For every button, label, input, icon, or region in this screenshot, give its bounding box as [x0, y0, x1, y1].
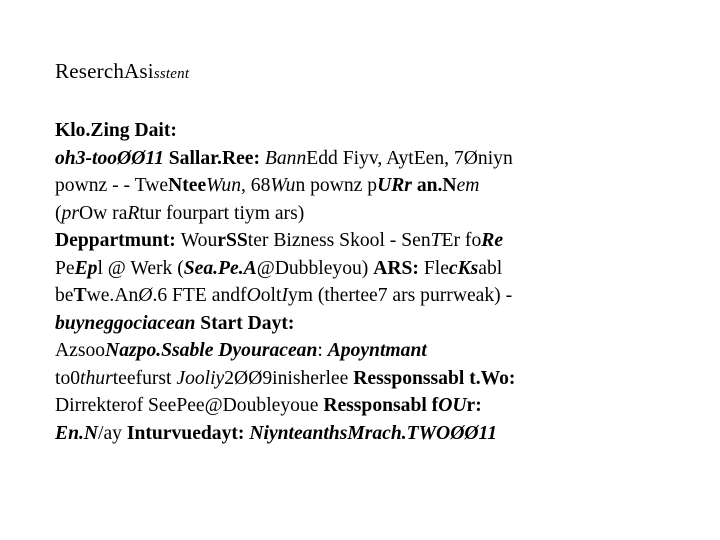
text-run: Azsoo — [55, 340, 106, 361]
text-run: rSS — [217, 230, 248, 251]
text-run: ter Bizness Skool - Sen — [247, 230, 431, 251]
text-run: Een, 7Øniyn — [413, 147, 513, 169]
text-line — [55, 117, 680, 145]
text-run: abl — [478, 257, 503, 279]
text-run: l @ Werk ( — [97, 257, 184, 279]
text-run: Pe — [55, 257, 75, 279]
title-part-2: Asi — [124, 59, 154, 83]
title-part-1: Reserch — [55, 59, 125, 83]
text-run: olt — [260, 285, 282, 306]
text-run: Er fo — [441, 230, 482, 251]
text-run: Bann — [264, 147, 307, 169]
text-run: Ø — [138, 285, 153, 306]
text-run: Apoyntmant — [327, 340, 427, 361]
text-line — [55, 282, 680, 310]
text-run: Fle — [418, 257, 449, 279]
text-run: pownz - - Twe — [55, 175, 169, 196]
text-run: Ressponsabl f — [323, 395, 439, 416]
text-run: ( — [55, 202, 62, 224]
text-run: Re — [481, 230, 504, 251]
text-run: we.An — [86, 285, 139, 306]
text-run: Wun — [206, 175, 241, 196]
text-line — [55, 392, 680, 420]
text-run: 2ØØ9inisherlee — [224, 367, 354, 389]
text-run: Sallar.Ree: — [163, 147, 265, 169]
text-run: , 68 — [241, 175, 271, 196]
text-run: T — [73, 285, 87, 306]
text-line — [55, 200, 680, 228]
text-run: Wu — [270, 175, 296, 196]
text-run: @Dubbleyou) — [256, 257, 374, 279]
text-line — [55, 337, 680, 365]
text-run: URr — [377, 175, 412, 196]
text-run: Sea.Pe.A — [183, 257, 257, 279]
text-run: Start Dayt: — [195, 312, 295, 334]
text-line — [55, 172, 680, 200]
text-run: thur — [80, 367, 113, 389]
title-part-3: sstent — [153, 66, 190, 82]
text-line — [55, 365, 680, 393]
text-run: OU — [438, 395, 467, 416]
text-run: n pownz p — [295, 175, 378, 196]
text-run: O — [246, 285, 261, 306]
text-run: Deppartmunt: — [55, 230, 181, 251]
text-run: be — [55, 285, 74, 306]
text-run: buyneggociacean — [55, 312, 196, 334]
text-run: Inturvuedayt: — [126, 422, 250, 444]
text-line — [55, 145, 680, 173]
text-run: I — [281, 285, 288, 306]
text-run: pr — [61, 202, 79, 224]
text-run: En.N — [55, 422, 99, 444]
text-run: Dirrekterof SeePee@Doubleyoue — [55, 395, 324, 416]
text-run: T — [430, 230, 442, 251]
text-run: oh3-tooØØ11 — [55, 147, 164, 169]
text-run: ARS: — [373, 257, 419, 279]
text-run: r: — [466, 395, 482, 416]
text-run: R — [127, 202, 140, 224]
text-run: to0 — [55, 367, 81, 389]
text-run: an.N — [411, 175, 457, 196]
text-run: Wou — [180, 230, 218, 251]
text-line — [55, 310, 680, 338]
text-run: Ntee — [168, 175, 207, 196]
text-run: Nazpo.Ssable Dyouracean — [105, 340, 318, 361]
text-run: Jooliy — [176, 367, 225, 389]
text-line — [55, 255, 680, 283]
text-run: Klo.Zing Dait: — [55, 120, 177, 141]
text-run: ym (thertee7 ars purrweak) - — [287, 285, 513, 306]
text-run: teefurst — [112, 367, 177, 389]
text-run: Edd Fiyv, Ayt — [306, 147, 414, 169]
text-run: .6 FTE andf — [152, 285, 247, 306]
text-run: : — [317, 340, 328, 361]
text-line — [55, 227, 680, 255]
job-posting-body — [55, 117, 680, 447]
text-run: Ressponssabl t.Wo: — [353, 367, 516, 389]
text-run: cKs — [448, 257, 479, 279]
text-run: /ay — [98, 422, 127, 444]
text-run: Ep — [74, 257, 98, 279]
text-run: em — [456, 175, 480, 196]
text-run: tur fourpart tiym ars) — [139, 202, 305, 224]
text-run: Ow ra — [78, 202, 128, 224]
text-line — [55, 420, 680, 448]
text-run: NiynteanthsMrach.TWOØØ11 — [249, 422, 498, 444]
page-title — [55, 58, 189, 87]
